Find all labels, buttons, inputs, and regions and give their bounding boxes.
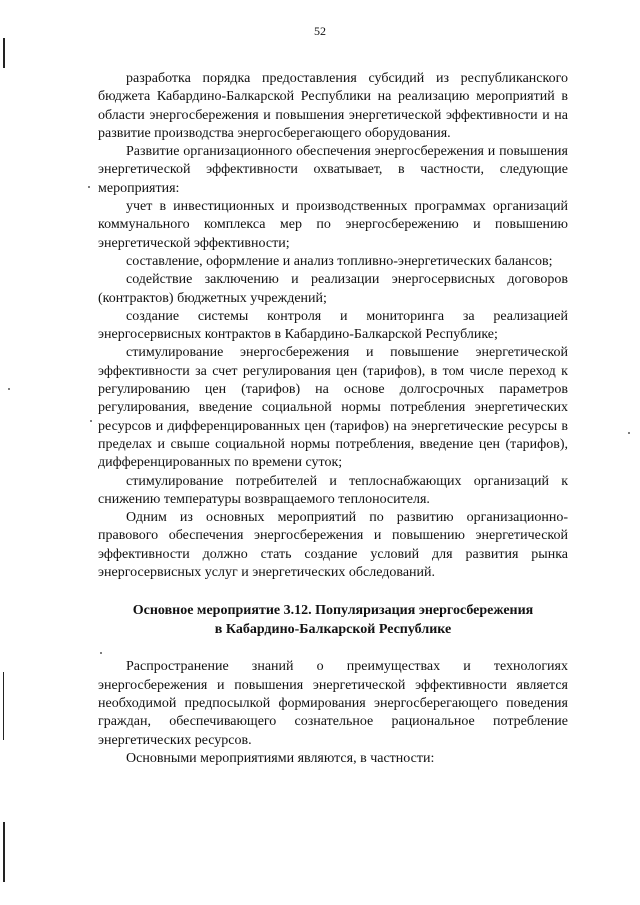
scan-dot [8, 388, 10, 390]
list-item: содействие заключению и реализации энергосервисных договоров (контрактов) бюджетных учреждений; [98, 272, 568, 306]
scan-dot [90, 420, 92, 422]
list-item: стимулирование потребителей и теплоснабжающих организаций к снижению температуры возвращаемого теплоносителя. [98, 473, 568, 507]
paragraph: Развитие организационного обеспечения энергосбережения и повышения энергетической эффективности охватывает, в частности, следующие мероприятия: [98, 144, 568, 196]
list-item: составление, оформление и анализ топливно-энергетических балансов; [126, 253, 553, 269]
scan-dot [88, 186, 90, 188]
list-item: стимулирование энергосбережения и повышение энергетической эффективности за счет регулирования цен (тарифов), в том числе переход к регулированию цен (тарифов) на основе долгосрочных параметров регулирования, введение социальной нормы потребления энергетических ресурсов и дифференцированных цен (тарифов) на энергетические ресурсы в пределах и свыше социальной нормы потребления, введение цен (тарифов), дифференцированных по времени суток; [98, 345, 568, 471]
paragraph: Одним из основных мероприятий по развитию организационно-правового обеспечения энергосбережения и повышению энергетической эффективности должно стать создание условий для развития рынка энергосервисных услуг и энергетических обследований. [98, 510, 568, 581]
scan-edge-mark-top [3, 38, 5, 68]
paragraph: Основными мероприятиями являются, в частности: [126, 750, 435, 766]
paragraph: Распространение знаний о преимуществах и технологиях энергосбережения и повышения энергетической эффективности является необходимой предпосылкой формирования энергосберегающего поведения граждан, обеспечивающего сознательное рациональное потребление энергетических ресурсов. [98, 659, 568, 748]
section-heading-line: Основное мероприятие 3.12. Популяризация энергосбережения [132, 603, 534, 619]
page-number: 52 [314, 24, 326, 38]
list-item: учет в инвестиционных и производственных программах организаций коммунального комплекса мер по энергосбережению и повышению энергетической эффективности; [98, 199, 568, 251]
section-heading-line: в Кабардино-Балкарской Республике [214, 621, 452, 637]
scan-edge-mark-middle [3, 672, 4, 740]
paragraph: разработка порядка предоставления субсидий из республиканского бюджета Кабардино-Балкарской Республики на реализацию мероприятий в области энергосбережения и повышения энергетической эффективности и на развитие производства энергосберегающего оборудования. [98, 71, 568, 141]
scan-dot [628, 432, 630, 434]
list-item: создание системы контроля и мониторинга за реализацией энергосервисных контрактов в Кабардино-Балкарской Республике; [98, 308, 568, 343]
section-heading [98, 602, 568, 639]
document-body [98, 70, 568, 768]
scan-edge-mark-bottom [3, 822, 5, 882]
